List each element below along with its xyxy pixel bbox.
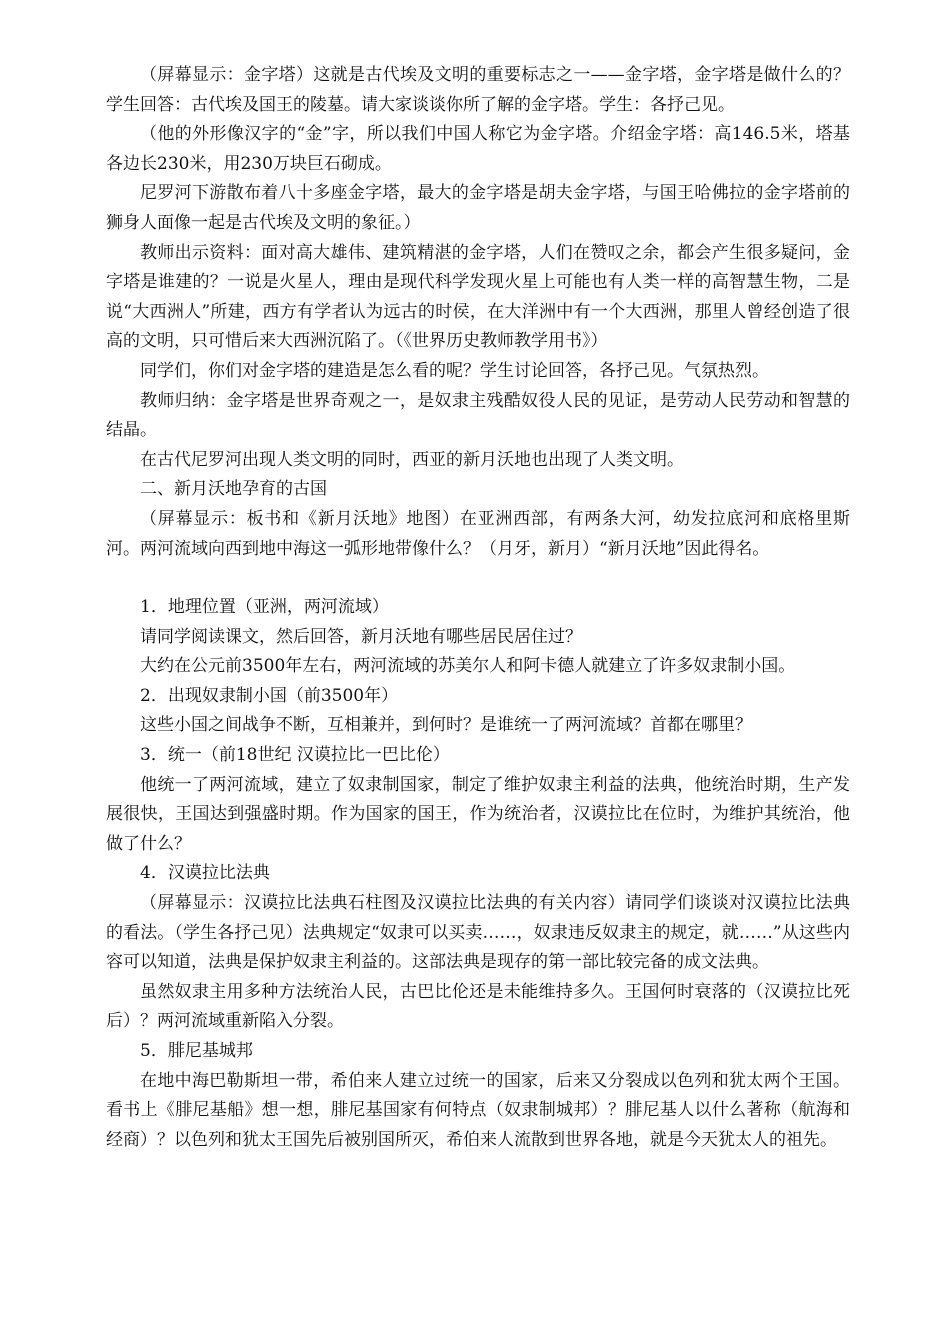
paragraph-student-discussion: 同学们，你们对金字塔的建造是怎么看的呢？学生讨论回答，各抒己见。气氛热烈。: [140, 360, 769, 381]
paragraph-pyramid-intro: （屏幕显示：金字塔）这就是古代埃及文明的重要标志之一——金字塔，金字塔是做什么的？学生回答：古代埃及国王的陵墓。请大家谈谈你所了解的金字塔。学生：各抒己见。: [106, 65, 850, 115]
paragraph-wars-question: 这些小国之间战争不断，互相兼并，到何时？是谁统一了两河流域？首都在哪里？: [140, 715, 752, 736]
subheading-hammurabi-code: 4．汉谟拉比法典: [140, 863, 270, 884]
section-heading-fertile-crescent: 二、新月沃地孕育的古国: [140, 479, 327, 500]
subheading-geography: 1．地理位置（亚洲，两河流域）: [140, 597, 389, 618]
subheading-phoenicia: 5．腓尼基城邦: [140, 1041, 253, 1061]
paragraph-nile-pyramids: 尼罗河下游散布着八十多座金字塔，最大的金字塔是胡夫金字塔，与国王哈佛拉的金字塔前的狮身人面像一起是古代埃及文明的象征。）: [106, 183, 850, 233]
paragraph-fertile-crescent-map: （屏幕显示：板书和《新月沃地》地图）在亚洲西部，有两条大河，幼发拉底河和底格里斯河。两河流域向西到地中海这一弧形地带像什么？（月牙，新月）“新月沃地”因此得名。: [106, 508, 850, 559]
paragraph-reading-question: 请同学阅读课文，然后回答，新月沃地有哪些居民居住过？: [140, 626, 582, 647]
paragraph-phoenicia-hebrews: 在地中海巴勒斯坦一带，希伯来人建立过统一的国家，后来又分裂成以色列和犹太两个王国。看书上《腓尼基船》想一想，腓尼基国家有何特点（奴隶制城邦）？腓尼基人以什么著称（航海和经商）？以色列和犹太王国先后被别国所灭，希伯来人流散到世界各地，就是今天犹太人的祖先。: [106, 1070, 850, 1150]
paragraph-code-discussion: （屏幕显示：汉谟拉比法典石柱图及汉谟拉比法典的有关内容）请同学们谈谈对汉谟拉比法典的看法。（学生各抒己见）法典规定“奴隶可以买卖……，奴隶违反奴隶主的规定，就……”从这些内容可以知道，法典是保护奴隶主利益的。这部法典是现存的第一部比较完备的成文法典。: [106, 893, 850, 973]
paragraph-pyramid-shape: （他的外形像汉字的“金”字，所以我们中国人称它为金字塔。介绍金字塔：高146.5米，塔基各边长230米，用230万块巨石砌成。: [106, 124, 850, 174]
paragraph-teacher-summary: 教师归纳：金字塔是世界奇观之一，是奴隶主残酷奴役人民的见证，是劳动人民劳动和智慧的结晶。: [106, 390, 850, 441]
paragraph-transition: 在古代尼罗河出现人类文明的同时，西亚的新月沃地也出现了人类文明。: [140, 449, 684, 470]
document-body: [106, 61, 850, 1155]
blank-line: [106, 564, 850, 593]
subheading-unification: 3．统一（前18世纪 汉谟拉比一巴比伦）: [140, 745, 450, 766]
paragraph-babylon-decline: 虽然奴隶主用多种方法统治人民，古巴比伦还是未能维持多久。王国何时衰落的（汉谟拉比死后）？两河流域重新陷入分裂。: [106, 981, 850, 1032]
paragraph-sumerians: 大约在公元前3500年左右，两河流域的苏美尔人和阿卡德人就建立了许多奴隶制小国。: [140, 656, 796, 677]
paragraph-teacher-material: 教师出示资料：面对高大雄伟、建筑精湛的金字塔，人们在赞叹之余，都会产生很多疑问，金字塔是谁建的？一说是火星人，理由是现代科学发现火星上可能也有人类一样的高智慧生物，二是说“大西洲人”所建，西方有学者认为远古的时侯，在大洋洲中有一个大西洲，那里人曾经创造了很高的文明，只可惜后来大西洲沉陷了。（《世界历史教师教学用书》）: [106, 242, 850, 352]
paragraph-hammurabi-rule: 他统一了两河流域，建立了奴隶制国家，制定了维护奴隶主利益的法典，他统治时期，生产发展很快，王国达到强盛时期。作为国家的国王，作为统治者，汉谟拉比在位时，为维护其统治，他做了什么？: [106, 774, 850, 854]
subheading-small-states: 2．出现奴隶制小国（前3500年）: [140, 685, 399, 706]
